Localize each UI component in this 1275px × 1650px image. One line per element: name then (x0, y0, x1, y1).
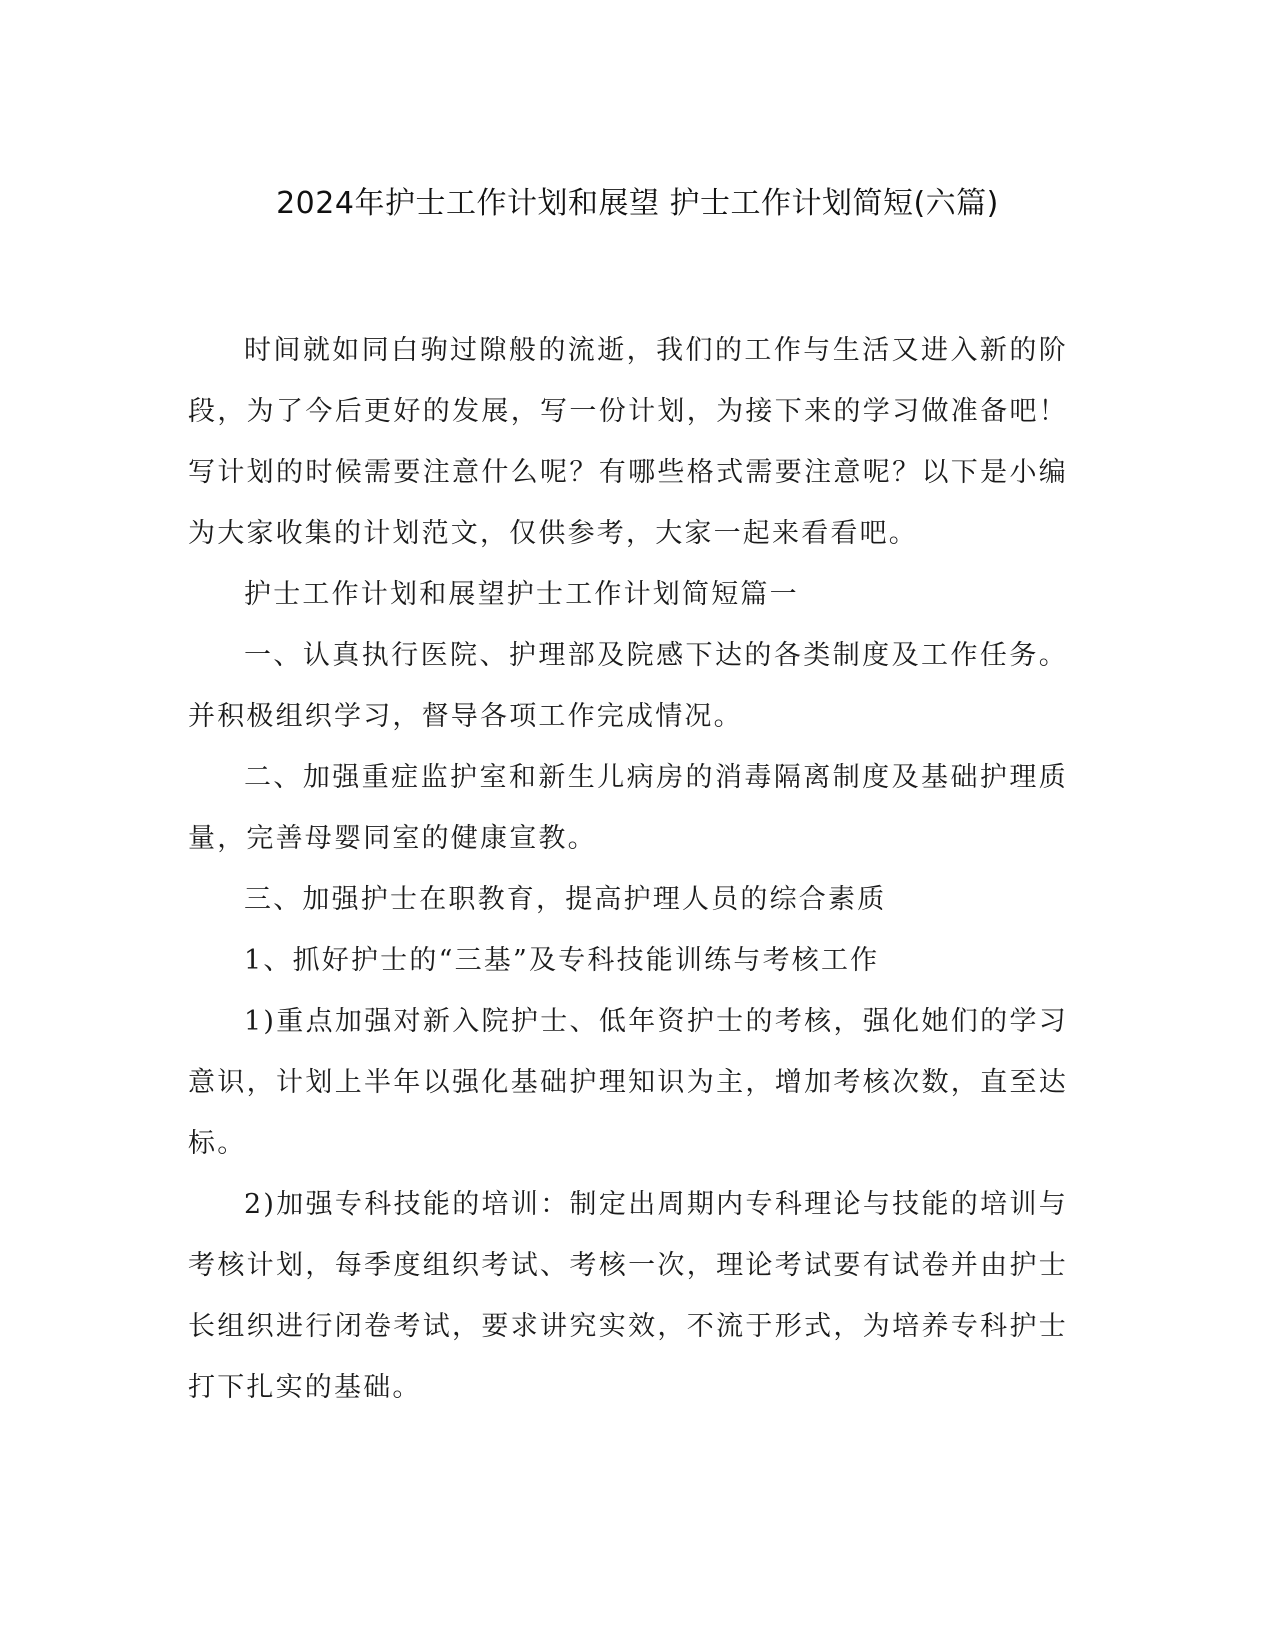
list-item-3: 三、加强护士在职教育，提高护理人员的综合素质 (244, 884, 887, 915)
sub-sub-item-2: 2)加强专科技能的培训：制定出周期内专科理论与技能的培训与考核计划，每季度组织考试、考核一次，理论考试要有试卷并由护士长组织进行闭卷考试，要求讲究实效，不流于形式，为培养专科护士打下扎实的基础。 (188, 1189, 1068, 1403)
document-title: 2024年护士工作计划和展望 护士工作计划简短(六篇) (276, 186, 999, 221)
list-item-2: 二、加强重症监护室和新生儿病房的消毒隔离制度及基础护理质量，完善母婴同室的健康宣教。 (188, 762, 1068, 854)
sub-sub-item-1: 1)重点加强对新入院护士、低年资护士的考核，强化她们的学习意识，计划上半年以强化基础护理知识为主，增加考核次数，直至达标。 (188, 1006, 1068, 1159)
list-item-1: 一、认真执行医院、护理部及院感下达的各类制度及工作任务。并积极组织学习，督导各项工作完成情况。 (188, 640, 1068, 732)
intro-paragraph: 时间就如同白驹过隙般的流逝，我们的工作与生活又进入新的阶段，为了今后更好的发展，写一份计划，为接下来的学习做准备吧！写计划的时候需要注意什么呢？有哪些格式需要注意呢？以下是小编为大家收集的计划范文，仅供参考，大家一起来看看吧。 (188, 335, 1068, 549)
section-heading: 护士工作计划和展望护士工作计划简短篇一 (244, 579, 799, 610)
sub-item-1: 1、抓好护士的“三基”及专科技能训练与考核工作 (244, 945, 880, 976)
document-body (188, 320, 1068, 1418)
